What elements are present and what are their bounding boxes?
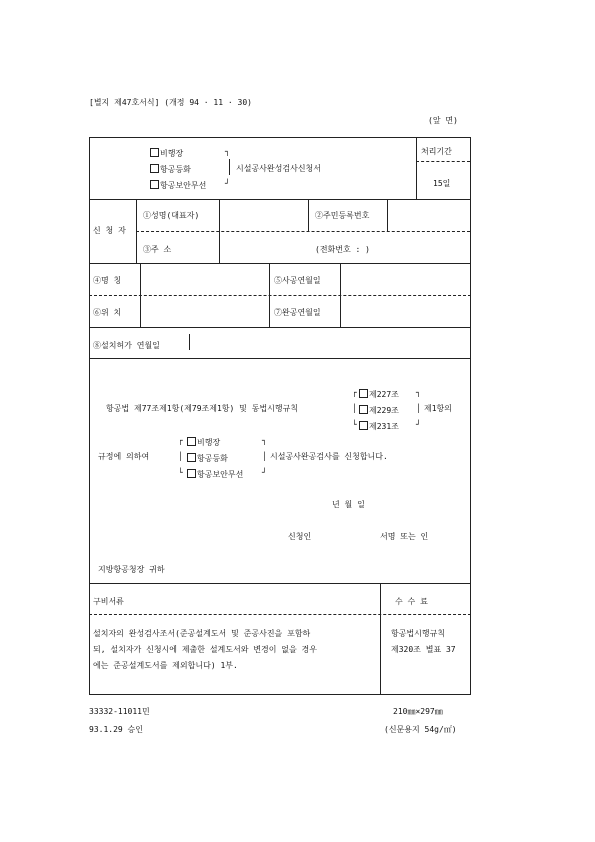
processing-period-value: 15일 (433, 179, 451, 188)
form-page: [별지 제47호서식] (개정 94 · 11 · 30) (앞 면) 비행장 항공등화 항공보안무선 ┐ ┘ 시설공사완성검사신청서 처리기간 15일 신 청 자 ①성명(대표자) ②주민등록번호 ③주 소 (전화번호 : ) ④명 칭 ⑤사공연월일 ⑥위 치 ⑦완공연월일 ⑧설치허가 연월일 ┌ 제227조 ┐ 항공법 제77조제1항(제79조제1항) 및 동법시행규칙 │ 제229조 │ 제1항의 └ 제231조 ┘ ┌ 비행장 ┐ 규정에 의하여 │ 항공등화 │ 시설공사완공검사를 신청합니다. └ 항공보안무선 ┘ 년 월 일 신청인 서명 또는 인 지방항공청장 귀하 구비서류 수 수 료 설치자의 완성검사조서(준공설계도서 및 준공사진을 포함하 되, 설치자가 신청시에 제출한 설계도서와 변경이 없을 경우 에는 준공설계도서를 제외합니다) 1부. 항공법시행규칙 제320조 별표 37 33332-11011민 210㎜×297㎜ 93.1.29 승인 (신문용지 54g/㎡) (0, 0, 595, 842)
applicant-sign-label: 신청인 (288, 532, 312, 541)
documents-line-3: 에는 준공설계도서를 제외합니다) 1부. (93, 661, 238, 670)
checkbox-icon (187, 437, 196, 446)
documents-line-2: 되, 설치자가 신청시에 제출한 설계도서와 변경이 없을 경우 (93, 645, 318, 654)
article-227[interactable]: 제227조 (359, 389, 399, 399)
checkbox-icon (150, 148, 159, 157)
rule-text: 규정에 의하여 (98, 452, 150, 461)
date-line: 년 월 일 (332, 500, 365, 509)
checkbox-icon (359, 421, 368, 430)
address-label: ③주 소 (143, 245, 172, 254)
paper-type: (신문용지 54g/㎡) (384, 725, 457, 734)
frame-top (89, 137, 471, 138)
phone-label: (전화번호 : ) (315, 245, 370, 254)
paper-size: 210㎜×297㎜ (393, 707, 443, 716)
facility-name-label: ④명 칭 (93, 276, 122, 285)
recipient: 지방항공청장 귀하 (98, 565, 165, 574)
resident-id-label: ②주민등록번호 (315, 211, 370, 220)
documents-line-1: 설치자의 완성검사조서(준공설계도서 및 준공사진을 포함하 (93, 629, 311, 638)
completion-date-label: ⑦완공연월일 (274, 308, 321, 317)
name-label: ①성명(대표자) (143, 211, 200, 220)
option-lighting[interactable]: 항공등화 (150, 164, 191, 174)
permit-date-label: ⑧설치허가 연월일 (93, 341, 160, 350)
frame-left (89, 137, 90, 694)
approval-date: 93.1.29 승인 (89, 725, 143, 734)
option-airfield[interactable]: 비행장 (150, 148, 183, 158)
body-option-radio[interactable]: 항공보안무선 (187, 469, 243, 479)
checkbox-icon (359, 405, 368, 414)
option-radio[interactable]: 항공보안무선 (150, 180, 206, 190)
article-229[interactable]: 제229조 (359, 405, 399, 415)
checkbox-icon (187, 469, 196, 478)
body-option-airfield[interactable]: 비행장 (187, 437, 220, 447)
fee-line-2: 제320조 별표 37 (391, 645, 456, 654)
request-text: 시설공사완공검사를 신청합니다. (270, 452, 388, 461)
form-code: 33332-11011민 (89, 707, 150, 716)
form-number: [별지 제47호서식] (개정 94 · 11 · 30) (89, 98, 252, 107)
checkbox-icon (150, 164, 159, 173)
checkbox-icon (150, 180, 159, 189)
location-label: ⑥위 치 (93, 308, 122, 317)
article-231[interactable]: 제231조 (359, 421, 399, 431)
law-text: 항공법 제77조제1항(제79조제1항) 및 동법시행규칙 (106, 404, 299, 413)
signature-label: 서명 또는 인 (380, 532, 429, 541)
documents-label: 구비서류 (93, 597, 124, 606)
front-side-label: (앞 면) (428, 116, 458, 125)
body-option-lighting[interactable]: 항공등화 (187, 453, 228, 463)
fee-label: 수 수 료 (395, 597, 428, 606)
checkbox-icon (359, 389, 368, 398)
frame-bottom (89, 694, 471, 695)
form-title: 시설공사완성검사신청서 (236, 164, 322, 173)
frame-right (470, 137, 471, 694)
applicant-label: 신 청 자 (93, 226, 126, 235)
checkbox-icon (187, 453, 196, 462)
processing-period-label: 처리기간 (421, 147, 452, 156)
fee-line-1: 항공법시행규칙 (391, 629, 446, 638)
start-date-label: ⑤사공연월일 (274, 276, 321, 285)
article-suffix: 제1항의 (424, 404, 453, 413)
